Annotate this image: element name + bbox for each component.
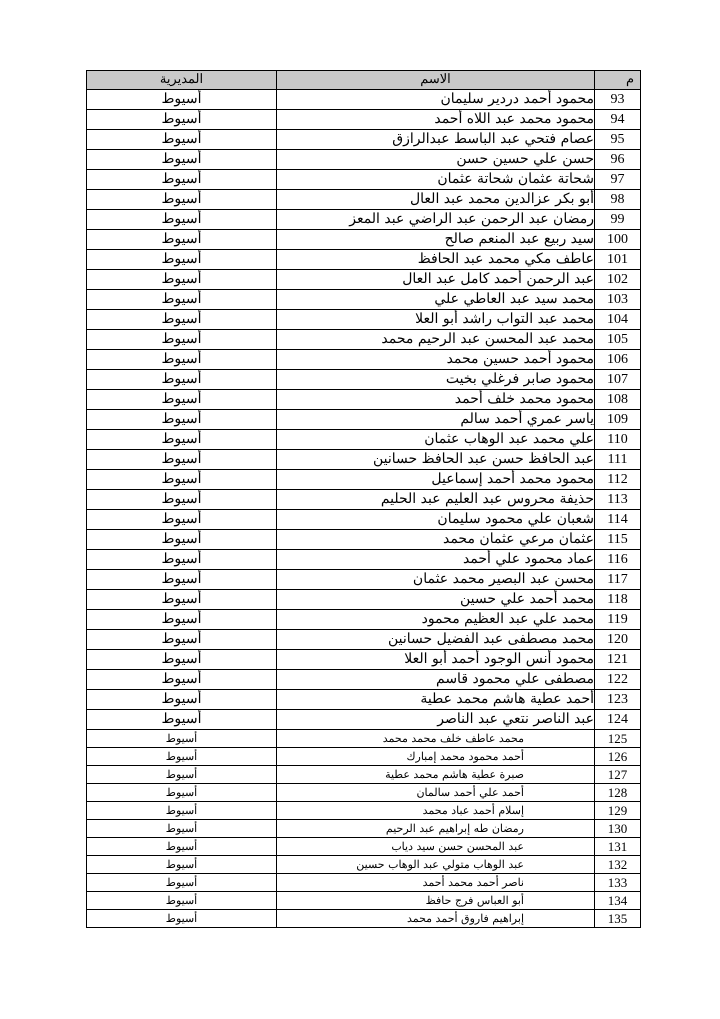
row-number: 95 <box>595 130 641 150</box>
row-number: 126 <box>595 748 641 766</box>
row-number: 112 <box>595 470 641 490</box>
row-directorate: أسيوط <box>87 230 277 250</box>
row-directorate: أسيوط <box>87 250 277 270</box>
row-number: 114 <box>595 510 641 530</box>
row-name: محمد مصطفى عبد الفضيل حسانين <box>277 630 595 650</box>
row-number: 106 <box>595 350 641 370</box>
row-directorate: أسيوط <box>87 784 277 802</box>
row-directorate: أسيوط <box>87 874 277 892</box>
row-directorate: أسيوط <box>87 766 277 784</box>
header-number: م <box>595 71 641 90</box>
row-name: عصام فتحي عبد الباسط عبدالرازق <box>277 130 595 150</box>
row-directorate: أسيوط <box>87 838 277 856</box>
table-row <box>87 710 641 730</box>
row-directorate: أسيوط <box>87 490 277 510</box>
row-directorate: أسيوط <box>87 470 277 490</box>
table-row <box>87 350 641 370</box>
row-number: 120 <box>595 630 641 650</box>
row-number: 119 <box>595 610 641 630</box>
row-number: 94 <box>595 110 641 130</box>
row-directorate: أسيوط <box>87 670 277 690</box>
table-row <box>87 748 641 766</box>
row-number: 103 <box>595 290 641 310</box>
row-name: محمد سيد عبد العاطي علي <box>277 290 595 310</box>
table-row <box>87 570 641 590</box>
table-row <box>87 170 641 190</box>
table-row <box>87 210 641 230</box>
table-row <box>87 250 641 270</box>
row-number: 128 <box>595 784 641 802</box>
table-header <box>87 71 641 90</box>
row-number: 102 <box>595 270 641 290</box>
table-row <box>87 430 641 450</box>
row-number: 130 <box>595 820 641 838</box>
table-row <box>87 820 641 838</box>
row-number: 121 <box>595 650 641 670</box>
table-row <box>87 610 641 630</box>
row-number: 109 <box>595 410 641 430</box>
row-name: شعبان علي محمود سليمان <box>277 510 595 530</box>
table-row <box>87 856 641 874</box>
row-number: 101 <box>595 250 641 270</box>
row-directorate: أسيوط <box>87 310 277 330</box>
row-name: علي محمد عبد الوهاب عثمان <box>277 430 595 450</box>
row-number: 107 <box>595 370 641 390</box>
table-row <box>87 470 641 490</box>
row-number: 93 <box>595 90 641 110</box>
row-name: محمود أحمد دردير سليمان <box>277 90 595 110</box>
table-row <box>87 190 641 210</box>
row-name: إسلام أحمد عباد محمد <box>277 802 595 820</box>
row-name: سيد ربيع عبد المنعم صالح <box>277 230 595 250</box>
table-row <box>87 838 641 856</box>
row-number: 97 <box>595 170 641 190</box>
row-directorate: أسيوط <box>87 90 277 110</box>
row-directorate: أسيوط <box>87 170 277 190</box>
row-name: أبو بكر عزالدين محمد عبد العال <box>277 190 595 210</box>
header-name: الاسم <box>277 71 595 90</box>
row-name: محمود محمد خلف أحمد <box>277 390 595 410</box>
row-number: 116 <box>595 550 641 570</box>
row-directorate: أسيوط <box>87 110 277 130</box>
row-directorate: أسيوط <box>87 190 277 210</box>
table-row <box>87 630 641 650</box>
table-row <box>87 150 641 170</box>
row-name: شحاتة عثمان شحاتة عثمان <box>277 170 595 190</box>
row-directorate: أسيوط <box>87 450 277 470</box>
names-table <box>86 70 641 928</box>
table-row <box>87 370 641 390</box>
row-directorate: أسيوط <box>87 590 277 610</box>
row-number: 100 <box>595 230 641 250</box>
row-number: 117 <box>595 570 641 590</box>
row-name: ناصر أحمد محمد أحمد <box>277 874 595 892</box>
table-row <box>87 130 641 150</box>
row-directorate: أسيوط <box>87 290 277 310</box>
table-row <box>87 290 641 310</box>
row-directorate: أسيوط <box>87 410 277 430</box>
table-row <box>87 650 641 670</box>
row-name: محمد عبد المحسن عبد الرحيم محمد <box>277 330 595 350</box>
row-name: مصطفى علي محمود قاسم <box>277 670 595 690</box>
row-directorate: أسيوط <box>87 210 277 230</box>
row-number: 132 <box>595 856 641 874</box>
table-row <box>87 892 641 910</box>
row-number: 104 <box>595 310 641 330</box>
row-name: محسن عبد البصير محمد عثمان <box>277 570 595 590</box>
row-directorate: أسيوط <box>87 610 277 630</box>
row-directorate: أسيوط <box>87 430 277 450</box>
row-name: محمود أنس الوجود أحمد أبو العلا <box>277 650 595 670</box>
row-name: حذيفة محروس عبد العليم عبد الحليم <box>277 490 595 510</box>
header-directorate: المديرية <box>87 71 277 90</box>
row-directorate: أسيوط <box>87 150 277 170</box>
row-directorate: أسيوط <box>87 510 277 530</box>
table-row <box>87 530 641 550</box>
row-name: أبو العباس فرج حافظ <box>277 892 595 910</box>
row-name: محمد علي عبد العظيم محمود <box>277 610 595 630</box>
row-name: رمضان عبد الرحمن عبد الراضي عبد المعز <box>277 210 595 230</box>
table-row <box>87 390 641 410</box>
row-name: عبد الناصر نتعي عبد الناصر <box>277 710 595 730</box>
row-name: عبد الرحمن أحمد كامل عبد العال <box>277 270 595 290</box>
row-directorate: أسيوط <box>87 570 277 590</box>
table-row <box>87 270 641 290</box>
row-directorate: أسيوط <box>87 550 277 570</box>
table-row <box>87 802 641 820</box>
row-directorate: أسيوط <box>87 350 277 370</box>
row-name: عبد المحسن حسن سيد دياب <box>277 838 595 856</box>
row-number: 111 <box>595 450 641 470</box>
table-row <box>87 510 641 530</box>
row-number: 127 <box>595 766 641 784</box>
row-number: 129 <box>595 802 641 820</box>
table-row <box>87 670 641 690</box>
row-name: رمضان طه إبراهيم عبد الرحيم <box>277 820 595 838</box>
table-row <box>87 410 641 430</box>
row-number: 134 <box>595 892 641 910</box>
table-row <box>87 550 641 570</box>
row-number: 135 <box>595 910 641 928</box>
row-directorate: أسيوط <box>87 330 277 350</box>
row-name: عثمان مرعي عثمان محمد <box>277 530 595 550</box>
table-row <box>87 690 641 710</box>
table-row <box>87 450 641 470</box>
row-number: 113 <box>595 490 641 510</box>
row-name: عبد الوهاب متولي عبد الوهاب حسين <box>277 856 595 874</box>
row-name: عماد محمود علي أحمد <box>277 550 595 570</box>
row-name: محمود صابر فرغلي بخيت <box>277 370 595 390</box>
row-directorate: أسيوط <box>87 630 277 650</box>
row-directorate: أسيوط <box>87 530 277 550</box>
row-name: محمد أحمد علي حسين <box>277 590 595 610</box>
row-number: 115 <box>595 530 641 550</box>
row-directorate: أسيوط <box>87 910 277 928</box>
row-number: 105 <box>595 330 641 350</box>
row-name: محمد عبد التواب راشد أبو العلا <box>277 310 595 330</box>
row-directorate: أسيوط <box>87 650 277 670</box>
row-number: 96 <box>595 150 641 170</box>
table-body <box>87 90 641 928</box>
table-row <box>87 590 641 610</box>
row-name: ياسر عمري أحمد سالم <box>277 410 595 430</box>
row-directorate: أسيوط <box>87 748 277 766</box>
table-row <box>87 910 641 928</box>
row-number: 98 <box>595 190 641 210</box>
row-number: 122 <box>595 670 641 690</box>
table-row <box>87 90 641 110</box>
row-name: محمد عاطف خلف محمد محمد <box>277 730 595 748</box>
row-number: 99 <box>595 210 641 230</box>
row-number: 125 <box>595 730 641 748</box>
row-directorate: أسيوط <box>87 820 277 838</box>
table-row <box>87 784 641 802</box>
row-directorate: أسيوط <box>87 710 277 730</box>
row-number: 123 <box>595 690 641 710</box>
row-name: حسن علي حسين حسن <box>277 150 595 170</box>
row-name: محمود أحمد حسين محمد <box>277 350 595 370</box>
header-row <box>87 71 641 90</box>
row-directorate: أسيوط <box>87 690 277 710</box>
row-name: أحمد عطية هاشم محمد عطية <box>277 690 595 710</box>
row-directorate: أسيوط <box>87 730 277 748</box>
table-row <box>87 230 641 250</box>
row-directorate: أسيوط <box>87 892 277 910</box>
row-directorate: أسيوط <box>87 390 277 410</box>
row-number: 110 <box>595 430 641 450</box>
row-name: عاطف مكي محمد عبد الحافظ <box>277 250 595 270</box>
row-number: 133 <box>595 874 641 892</box>
row-number: 108 <box>595 390 641 410</box>
row-number: 131 <box>595 838 641 856</box>
row-directorate: أسيوط <box>87 802 277 820</box>
row-directorate: أسيوط <box>87 270 277 290</box>
table-row <box>87 110 641 130</box>
table-row <box>87 766 641 784</box>
document-page <box>86 70 640 928</box>
table-row <box>87 874 641 892</box>
table-row <box>87 310 641 330</box>
row-name: صبرة عطية هاشم محمد عطية <box>277 766 595 784</box>
table-row <box>87 330 641 350</box>
row-name: أحمد علي أحمد سالمان <box>277 784 595 802</box>
row-directorate: أسيوط <box>87 130 277 150</box>
row-number: 124 <box>595 710 641 730</box>
row-directorate: أسيوط <box>87 370 277 390</box>
row-name: محمود محمد أحمد إسماعيل <box>277 470 595 490</box>
row-directorate: أسيوط <box>87 856 277 874</box>
row-number: 118 <box>595 590 641 610</box>
row-name: محمود محمد عبد اللاه أحمد <box>277 110 595 130</box>
row-name: أحمد محمود محمد إمبارك <box>277 748 595 766</box>
row-name: إبراهيم فاروق أحمد محمد <box>277 910 595 928</box>
row-name: عبد الحافظ حسن عبد الحافظ حسانين <box>277 450 595 470</box>
table-row <box>87 730 641 748</box>
table-row <box>87 490 641 510</box>
